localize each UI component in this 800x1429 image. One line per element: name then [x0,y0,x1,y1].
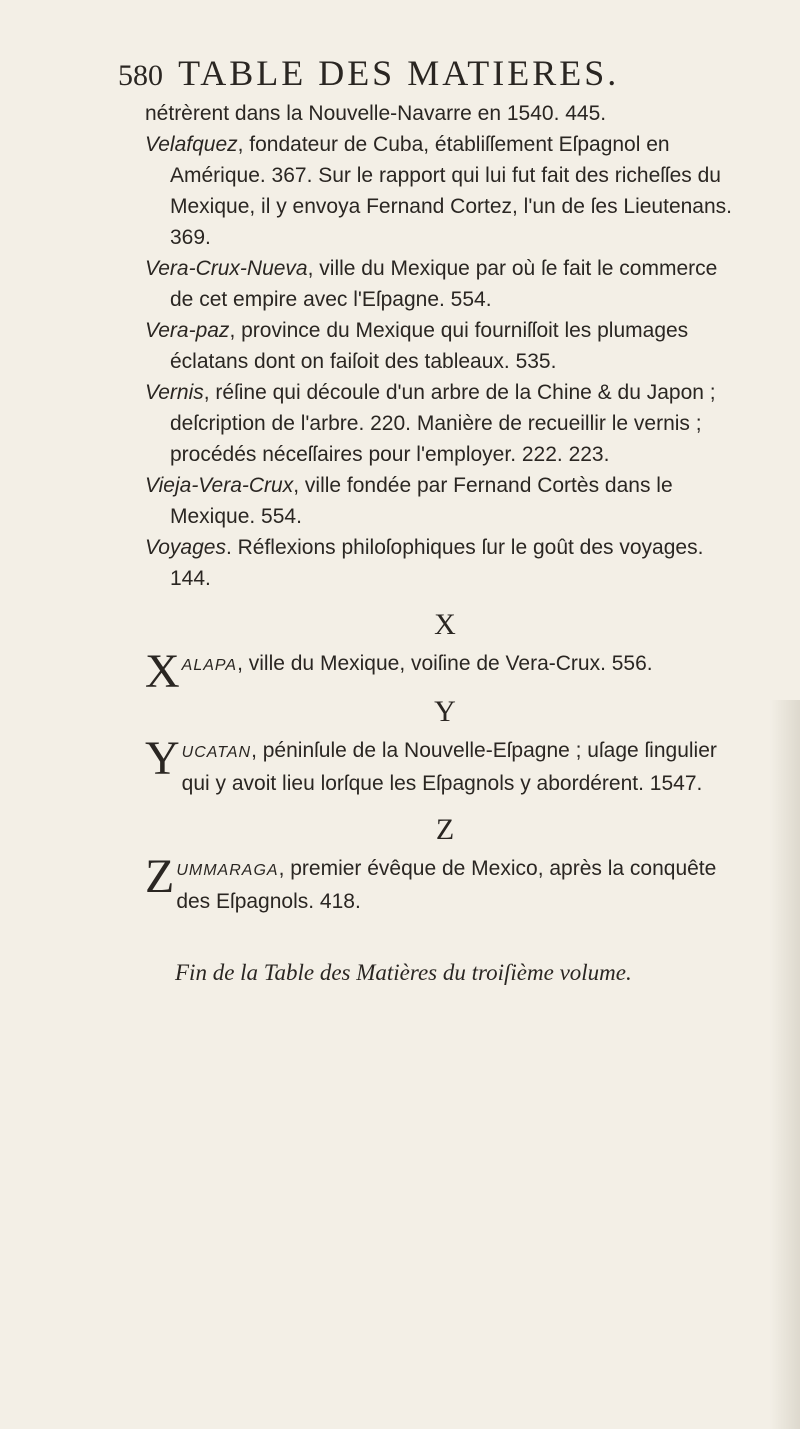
page-number: 580 [118,59,163,92]
entry-text: , péninſule de la Nouvelle-Eſpagne ; uſage ſingulier qui y avoit lieu lorſque les Eſpagnols y abordérent. 1547. [181,739,717,795]
index-entry [145,98,745,129]
entry-term: UMMARAGA [176,862,279,879]
index-entry [145,129,745,253]
index-entry [145,253,745,315]
entry-text: , fondateur de Cuba, établiſſement Eſpagnol en Amérique. 367. Sur le rapport qui lui fut fait des richeſſes du Mexique, il y envoya Fernand Cortez, l'un de ſes Lieutenans. 369. [170,133,732,249]
index-body [145,98,745,988]
section-heading-z: Z [435,813,455,846]
drop-cap: Z [145,850,175,903]
entry-term: ALAPA [181,657,238,674]
index-entry [145,470,745,532]
entry-text: , ville fondée par Fernand Cortès dans le Mexique. 554. [170,474,673,528]
entry-term: Vernis [145,381,204,404]
end-of-table-note: Fin de la Table des Matières du troiſième volume. [175,960,632,985]
entry-text: , premier évêque de Mexico, après la conquête des Eſpagnols. 418. [176,857,717,913]
entry-term: Vieja-Vera-Crux [145,474,294,497]
index-entry [145,532,745,594]
index-entry [145,377,745,470]
entry-term: Velafquez [145,133,238,156]
index-entry-xalapa [145,645,745,698]
running-title: TABLE DES MATIERES. [178,53,620,93]
entry-text: , ville du Mexique, voiſine de Vera-Crux. 556. [237,652,653,675]
page-header [118,52,718,92]
entry-text: , ville du Mexique par où ſe fait le commerce de cet empire avec l'Eſpagne. 554. [170,257,718,311]
section-heading-y: Y [434,695,456,728]
index-entry [145,315,745,377]
section-heading-x: X [434,608,456,641]
index-entry-yucatan [145,732,745,799]
entry-text: , province du Mexique qui fourniſſoit les plumages éclatans dont on faiſoit des tableaux. 535. [170,319,689,373]
entry-text: nétrèrent dans la Nouvelle-Navarre en 1540. 445. [145,102,607,125]
entry-term: Voyages [145,536,226,559]
entry-text: . Réflexions philoſophiques ſur le goût des voyages. 144. [170,536,704,590]
drop-cap: X [145,645,180,698]
drop-cap: Y [145,732,180,785]
entry-text: , réſine qui découle d'un arbre de la Chine & du Japon ; deſcription de l'arbre. 220. Manière de recueillir le vernis ; procédés néceſſaires pour l'employer. 222. 223. [170,381,716,466]
entry-term: Vera-paz [145,319,230,342]
index-entry-zummaraga [145,850,745,917]
entry-term: Vera-Crux-Nueva [145,257,308,280]
entry-term: UCATAN [181,744,252,761]
page-edge-shadow [770,700,800,1429]
